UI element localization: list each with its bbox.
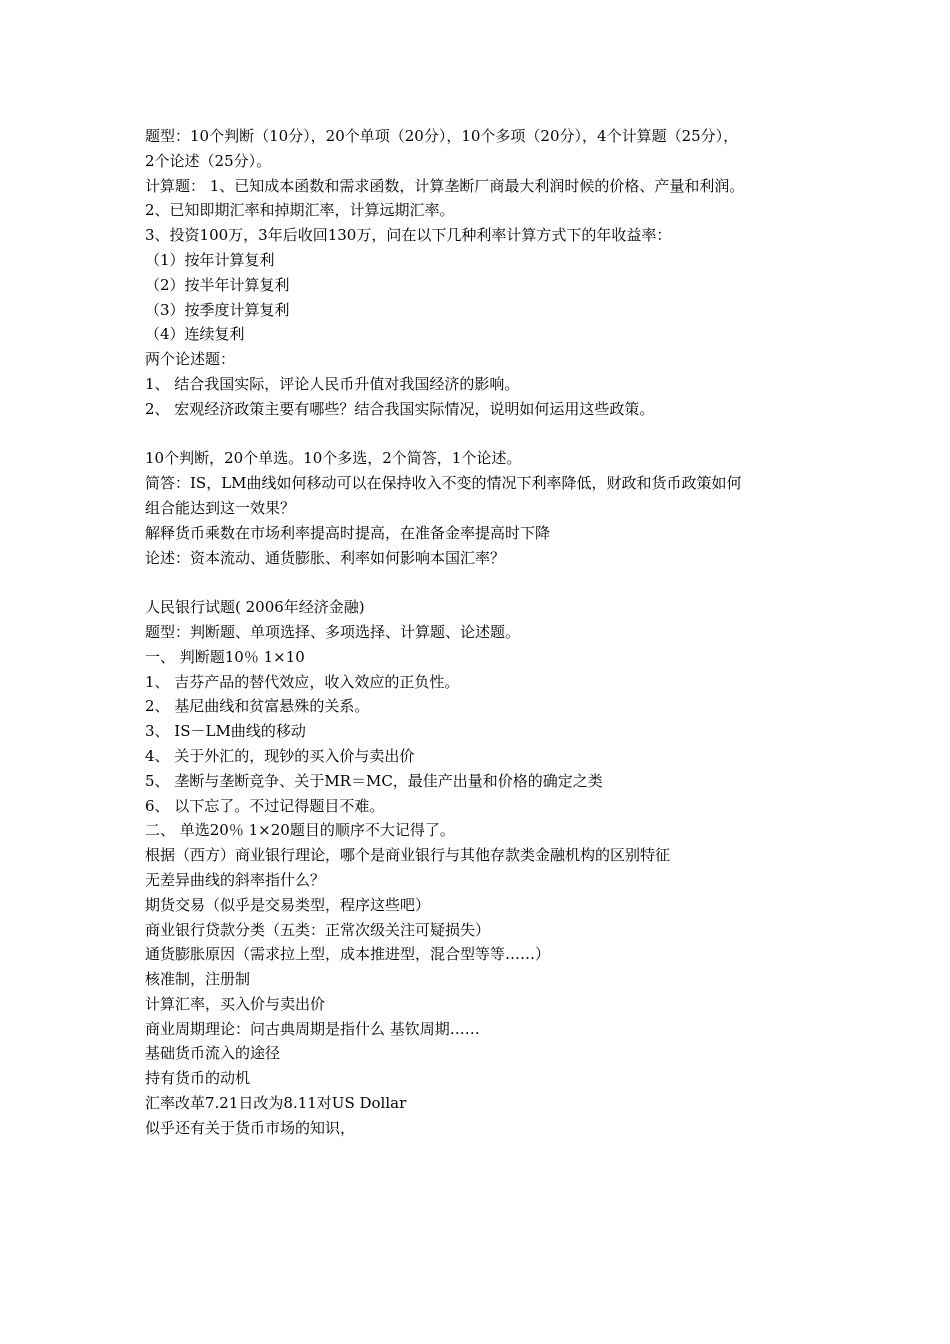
essay-item: 2、 宏观经济政策主要有哪些？结合我国实际情况，说明如何运用这些政策。 — [145, 399, 655, 418]
part2-header: 二、 单选20％ 1×20题目的顺序不大记得了。 — [145, 821, 455, 840]
blank-line — [145, 422, 810, 447]
document-body — [145, 124, 810, 1141]
part2-item: 通货膨胀原因（需求拉上型，成本推进型，混合型等等……） — [145, 945, 551, 964]
short-answer-1-cont: 组合能达到这一效果？ — [145, 498, 296, 517]
part2-item: 汇率改革7.21日改为8.11对US Dollar — [145, 1094, 407, 1113]
part1-item: 4、 关于外汇的，现钞的买入价与卖出价 — [145, 746, 415, 765]
calc-question-intro: 计算题： 1、已知成本函数和需求函数，计算垄断厂商最大利润时候的价格、产量和利润。 — [145, 176, 745, 195]
exam-overview: 10个判断，20个单选。10个多选，2个简答，1个论述。 — [145, 449, 522, 468]
part2-item: 基础货币流入的途径 — [145, 1044, 281, 1063]
part2-item: 根据（西方）商业银行理论，哪个是商业银行与其他存款类金融机构的区别特征 — [145, 846, 671, 865]
part2-item: 似乎还有关于货币市场的知识， — [145, 1118, 356, 1137]
calc-3-item: （4）连续复利 — [145, 325, 245, 344]
blank-line — [145, 570, 810, 595]
part1-item: 3、 IS－LM曲线的移动 — [145, 722, 306, 741]
calc-3-item: （3）按季度计算复利 — [145, 300, 290, 319]
part1-item: 2、 基尼曲线和贫富悬殊的关系。 — [145, 697, 370, 716]
short-answer-2: 解释货币乘数在市场利率提高时提高，在准备金率提高时下降 — [145, 523, 551, 542]
part2-item: 期货交易（似乎是交易类型，程序这些吧） — [145, 895, 431, 914]
part2-item: 计算汇率，买入价与卖出价 — [145, 994, 326, 1013]
short-answer-1: 简答：IS，LM曲线如何移动可以在保持收入不变的情况下利率降低，财政和货币政策如何 — [145, 474, 742, 493]
calc-3-item: （2）按半年计算复利 — [145, 275, 290, 294]
calc-question-2: 2、已知即期汇率和掉期汇率，计算远期汇率。 — [145, 201, 455, 220]
part1-item: 1、 吉芬产品的替代效应，收入效应的正负性。 — [145, 672, 460, 691]
part1-item: 5、 垄断与垄断竞争、关于MR＝MC，最佳产出量和价格的确定之类 — [145, 771, 603, 790]
question-types-line: 题型：10个判断（10分），20个单项（20分），10个多项（20分），4个计算题（25分）， — [145, 127, 739, 145]
part1-item: 6、 以下忘了。不过记得题目不难。 — [145, 796, 385, 815]
essay-header: 两个论述题： — [145, 350, 236, 369]
calc-3-item: （1）按年计算复利 — [145, 250, 275, 269]
part2-item: 商业银行贷款分类（五类：正常次级关注可疑损失） — [145, 920, 491, 939]
part2-item: 持有货币的动机 — [145, 1069, 251, 1088]
essay-question: 论述：资本流动、通货膨胀、利率如何影响本国汇率？ — [145, 548, 506, 567]
part2-item: 无差异曲线的斜率指什么？ — [145, 870, 326, 889]
section-title: 人民银行试题( 2006年经济金融) — [145, 598, 365, 617]
question-types-line-2: 2个论述（25分）。 — [145, 151, 272, 170]
part1-header: 一、 判断题10％ 1×10 — [145, 647, 305, 666]
calc-question-3: 3、投资100万，3年后收回130万，问在以下几种利率计算方式下的年收益率： — [145, 226, 672, 245]
part2-item: 核准制，注册制 — [145, 970, 251, 989]
part2-item: 商业周期理论：问古典周期是指什么 基钦周期…… — [145, 1019, 480, 1038]
question-types: 题型：判断题、单项选择、多项选择、计算题、论述题。 — [145, 622, 521, 641]
essay-item: 1、 结合我国实际，评论人民币升值对我国经济的影响。 — [145, 374, 520, 393]
